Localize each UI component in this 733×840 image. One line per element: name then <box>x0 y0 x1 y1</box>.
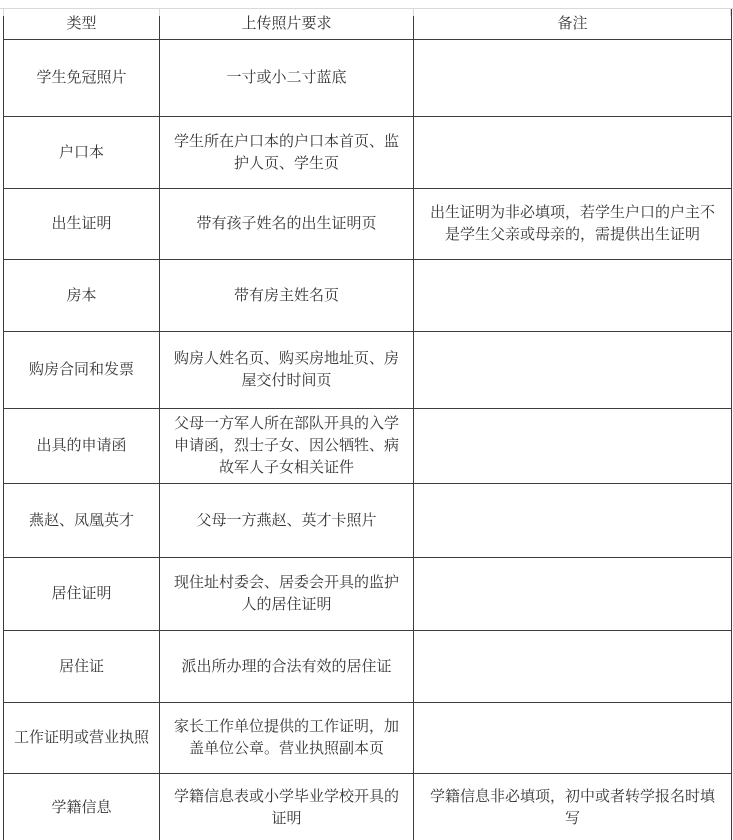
cell-type: 学生免冠照片 <box>4 40 160 117</box>
gridline-stub <box>3 8 4 16</box>
upload-requirements-table <box>3 8 732 840</box>
cell-requirement: 家长工作单位提供的工作证明，加盖单位公章。营业执照副本页 <box>160 703 414 774</box>
cell-requirement: 现住址村委会、居委会开具的监护人的居住证明 <box>160 558 414 631</box>
table-row <box>4 117 732 189</box>
cell-note <box>414 484 732 558</box>
cell-note <box>414 117 732 189</box>
cell-requirement: 父母一方军人所在部队开具的入学申请函，烈士子女、因公牺牲、病故军人子女相关证件 <box>160 409 414 484</box>
table-row <box>4 260 732 332</box>
cell-note <box>414 703 732 774</box>
cell-note <box>414 40 732 117</box>
top-gridline <box>0 8 733 9</box>
table-row <box>4 332 732 409</box>
cell-type: 出生证明 <box>4 189 160 260</box>
header-requirement: 上传照片要求 <box>160 9 414 40</box>
cell-requirement: 带有孩子姓名的出生证明页 <box>160 189 414 260</box>
cell-type: 学籍信息 <box>4 774 160 840</box>
gridline-stub <box>159 8 160 16</box>
gridline-stub <box>730 8 731 16</box>
gridline-stub <box>413 8 414 16</box>
cell-type: 居住证明 <box>4 558 160 631</box>
table-row <box>4 703 732 774</box>
cell-type: 居住证 <box>4 631 160 703</box>
table-row <box>4 484 732 558</box>
cell-note <box>414 631 732 703</box>
cell-requirement: 带有房主姓名页 <box>160 260 414 332</box>
cell-note <box>414 260 732 332</box>
cell-type: 出具的申请函 <box>4 409 160 484</box>
cell-requirement: 一寸或小二寸蓝底 <box>160 40 414 117</box>
table-row <box>4 409 732 484</box>
table-row <box>4 40 732 117</box>
cell-note <box>414 409 732 484</box>
table-row <box>4 631 732 703</box>
cell-note <box>414 558 732 631</box>
cell-type: 工作证明或营业执照 <box>4 703 160 774</box>
document-page <box>0 8 733 840</box>
cell-type: 购房合同和发票 <box>4 332 160 409</box>
cell-note: 学籍信息非必填项，初中或者转学报名时填写 <box>414 774 732 840</box>
table-row <box>4 774 732 840</box>
cell-requirement: 父母一方燕赵、英才卡照片 <box>160 484 414 558</box>
cell-note <box>414 332 732 409</box>
cell-requirement: 学籍信息表或小学毕业学校开具的证明 <box>160 774 414 840</box>
cell-note: 出生证明为非必填项，若学生户口的户主不是学生父亲或母亲的，需提供出生证明 <box>414 189 732 260</box>
cell-requirement: 学生所在户口本的户口本首页、监护人页、学生页 <box>160 117 414 189</box>
header-row <box>4 9 732 40</box>
cell-requirement: 派出所办理的合法有效的居住证 <box>160 631 414 703</box>
table-row <box>4 558 732 631</box>
cell-type: 房本 <box>4 260 160 332</box>
header-note: 备注 <box>414 9 732 40</box>
cell-type: 户口本 <box>4 117 160 189</box>
cell-type: 燕赵、凤凰英才 <box>4 484 160 558</box>
cell-requirement: 购房人姓名页、购买房地址页、房屋交付时间页 <box>160 332 414 409</box>
table-row <box>4 189 732 260</box>
header-type: 类型 <box>4 9 160 40</box>
